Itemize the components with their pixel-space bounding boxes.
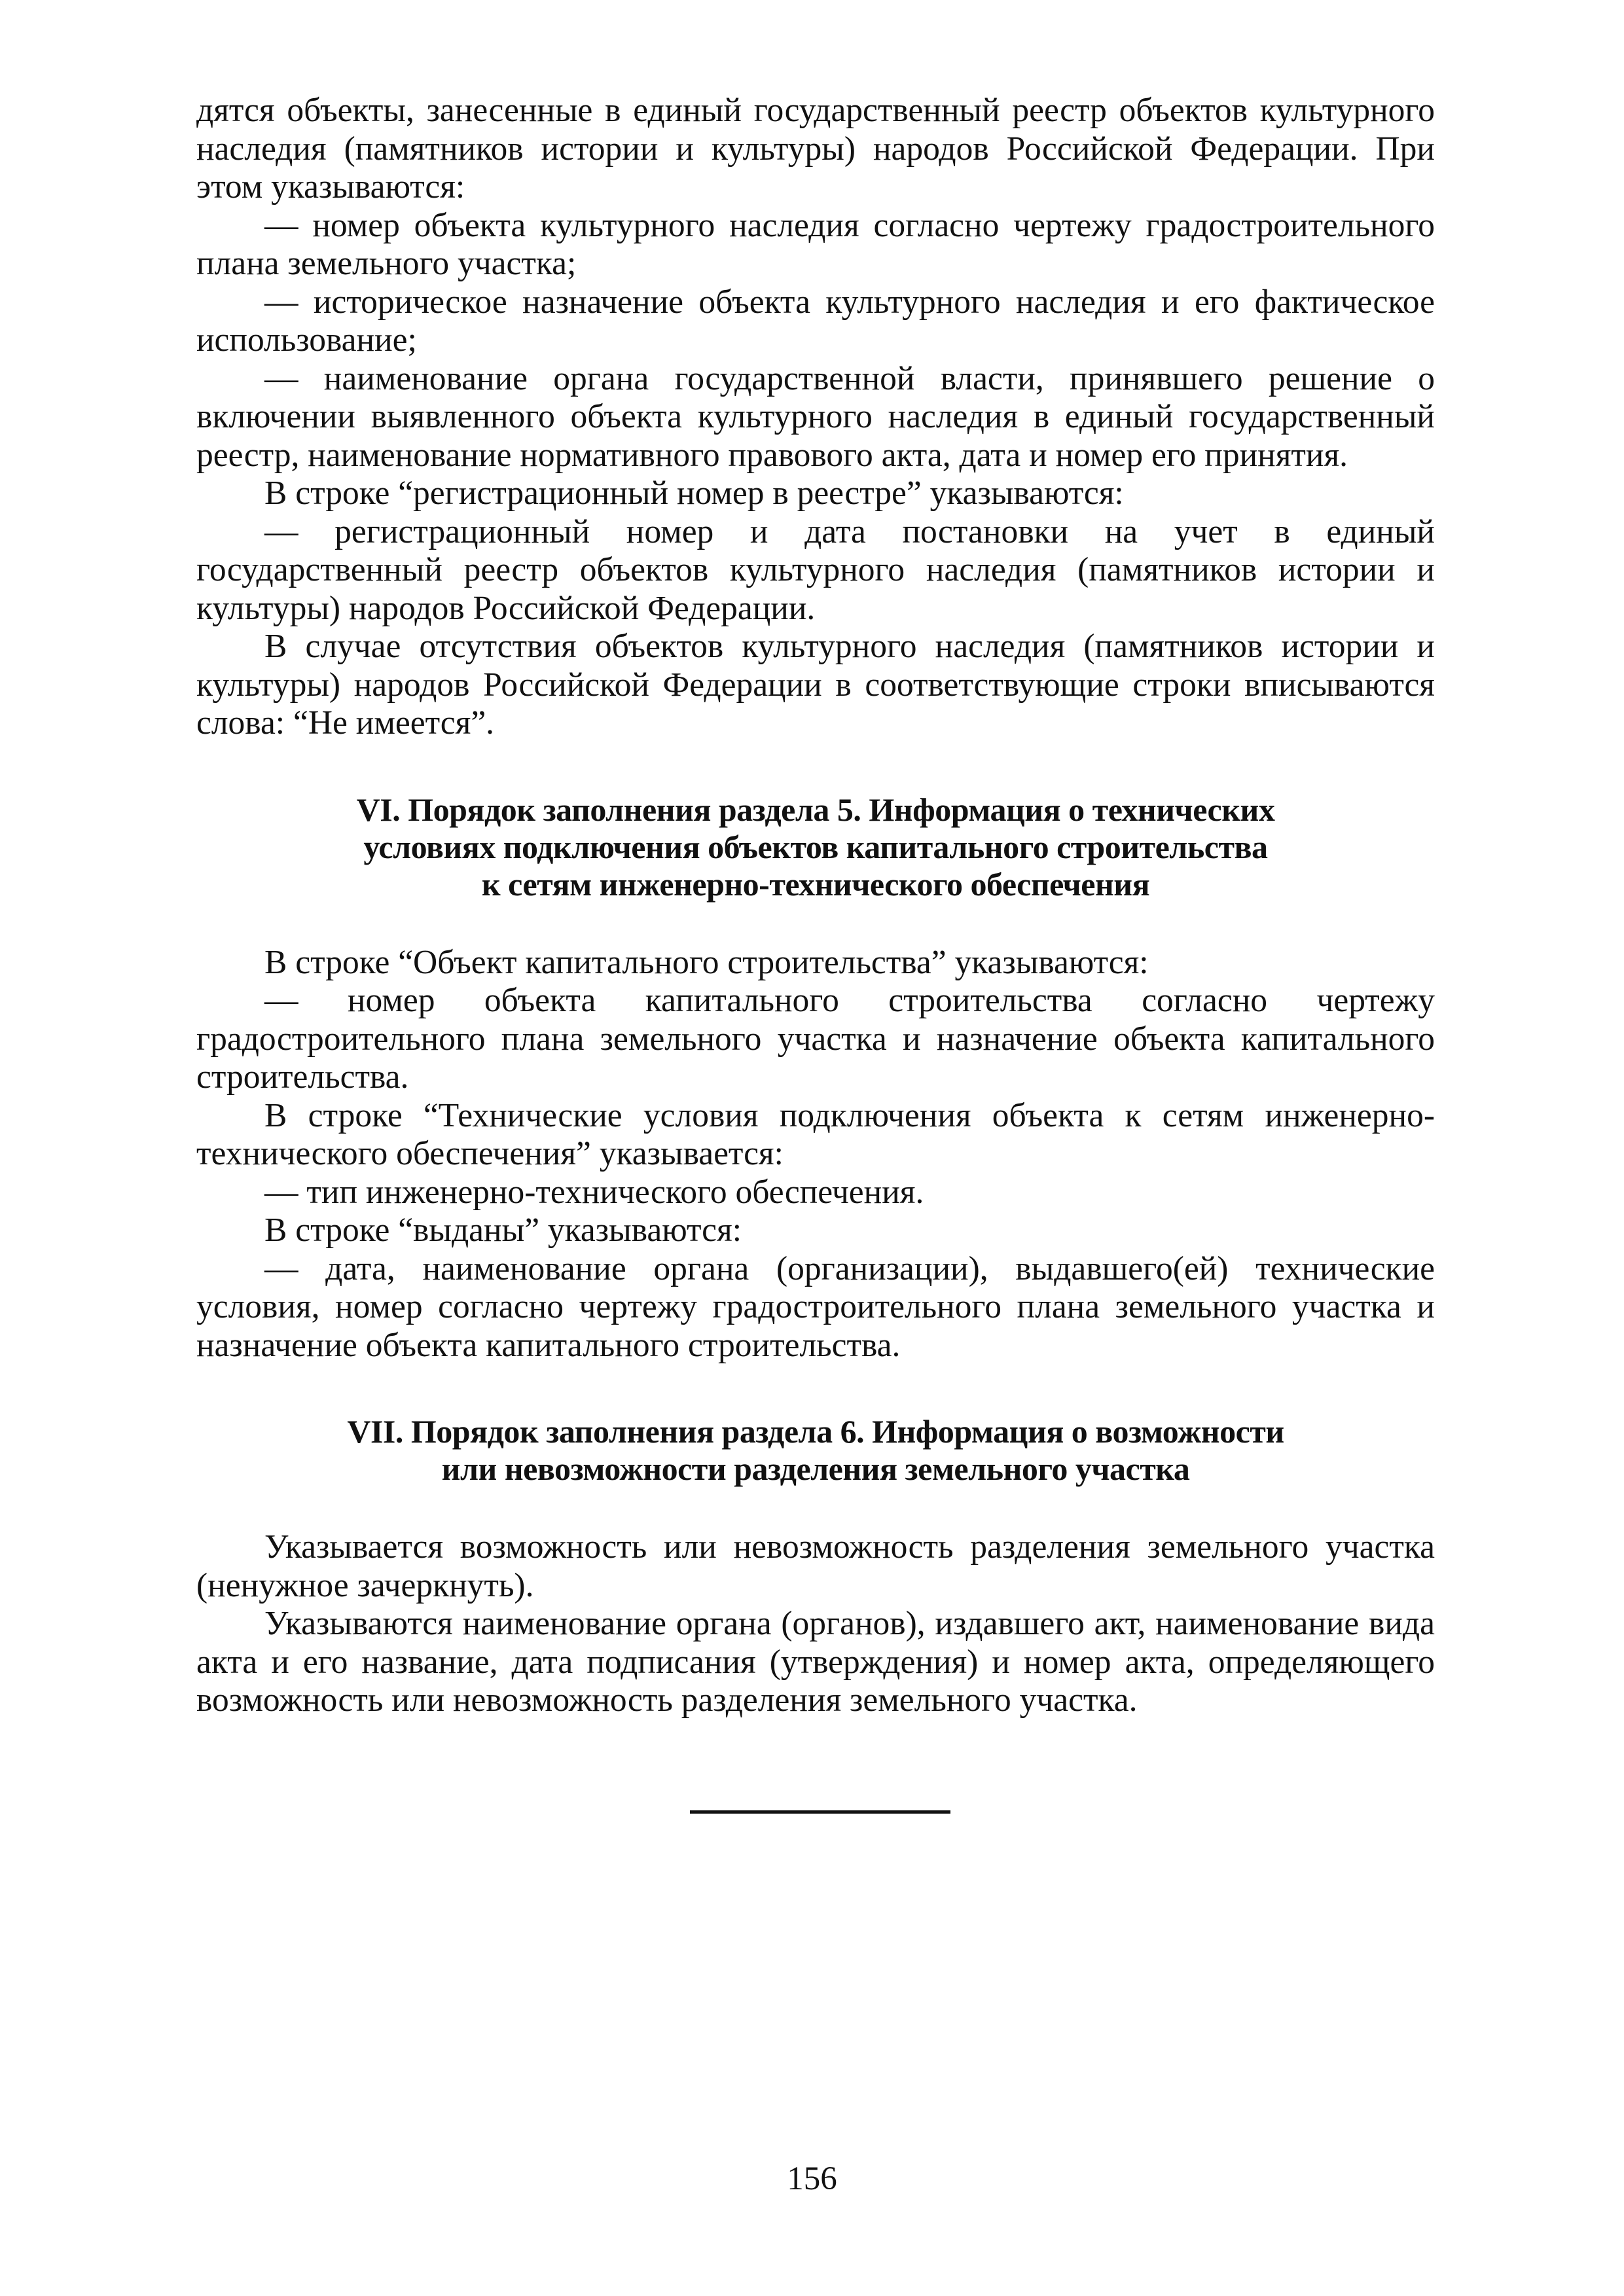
section-6-heading-line: VI. Порядок заполнения раздела 5. Информация о технических [356,791,1275,828]
section-7-paragraph: Указываются наименование органа (органов), издавшего акт, наименование вида акта и его название, дата подписания (утверждения) и номер акта, определяющего возможность или невозможность разделения земельного участка. [196,1605,1435,1719]
section-6-paragraph: В строке “выданы” указываются: [264,1211,742,1249]
section-6-heading-line: условиях подключения объектов капитального строительства [363,828,1268,865]
page-body [196,92,1435,1720]
intro-paragraph: — номер объекта культурного наследия согласно чертежу градостроительного плана земельного участка; [196,206,1435,282]
section-7-paragraph: Указывается возможность или невозможность разделения земельного участка (ненужное зачеркнуть). [196,1528,1435,1604]
section-6-paragraph: — номер объекта капитального строительства согласно чертежу градостроительного плана земельного участка и назначение объекта капитального строительства. [196,982,1435,1096]
section-6-heading-line: к сетям инженерно-технического обеспечения [481,865,1150,903]
section-6-paragraph: — дата, наименование органа (организации), выдавшего(ей) технические условия, номер согласно чертежу градостроительного плана земельного участка и назначение объекта капитального строительства. [196,1249,1435,1364]
section-6-paragraph: В строке “Технические условия подключения объекта к сетям инженерно-технического обеспечения” указывается: [196,1096,1435,1172]
page-number: 156 [787,2161,837,2197]
section-7-heading [196,1413,1435,1488]
section-6-heading [196,791,1435,903]
section-6-paragraph: В строке “Объект капитального строительства” указываются: [264,943,1149,981]
intro-paragraph: В строке “регистрационный номер в реестре” указываются: [264,475,1124,512]
intro-paragraph: — наименование органа государственной власти, принявшего решение о включении выявленного объекта культурного наследия в единый государственный реестр, наименование нормативного правового акта, дата и номер его принятия. [196,359,1435,474]
intro-paragraph: — регистрационный номер и дата постановки на учет в единый государственный реестр объектов культурного наследия (памятников истории и культуры) народов Российской Федерации. [196,512,1435,627]
intro-paragraph: дятся объекты, занесенные в единый государственный реестр объектов культурного наследия (памятников истории и культуры) народов Российской Федерации. При этом указываются: [196,92,1435,206]
end-divider [690,1810,950,1814]
section-6-paragraph: — тип инженерно-технического обеспечения. [264,1173,924,1211]
section-7-heading-line: VII. Порядок заполнения раздела 6. Информация о возможности [347,1413,1284,1450]
section-7-heading-line: или невозможности разделения земельного участка [441,1450,1190,1487]
intro-paragraph: — историческое назначение объекта культурного наследия и его фактическое использование; [196,283,1435,359]
intro-paragraph: В случае отсутствия объектов культурного наследия (памятников истории и культуры) народов Российской Федерации в соответствующие строки вписываются слова: “Не имеется”. [196,628,1435,742]
